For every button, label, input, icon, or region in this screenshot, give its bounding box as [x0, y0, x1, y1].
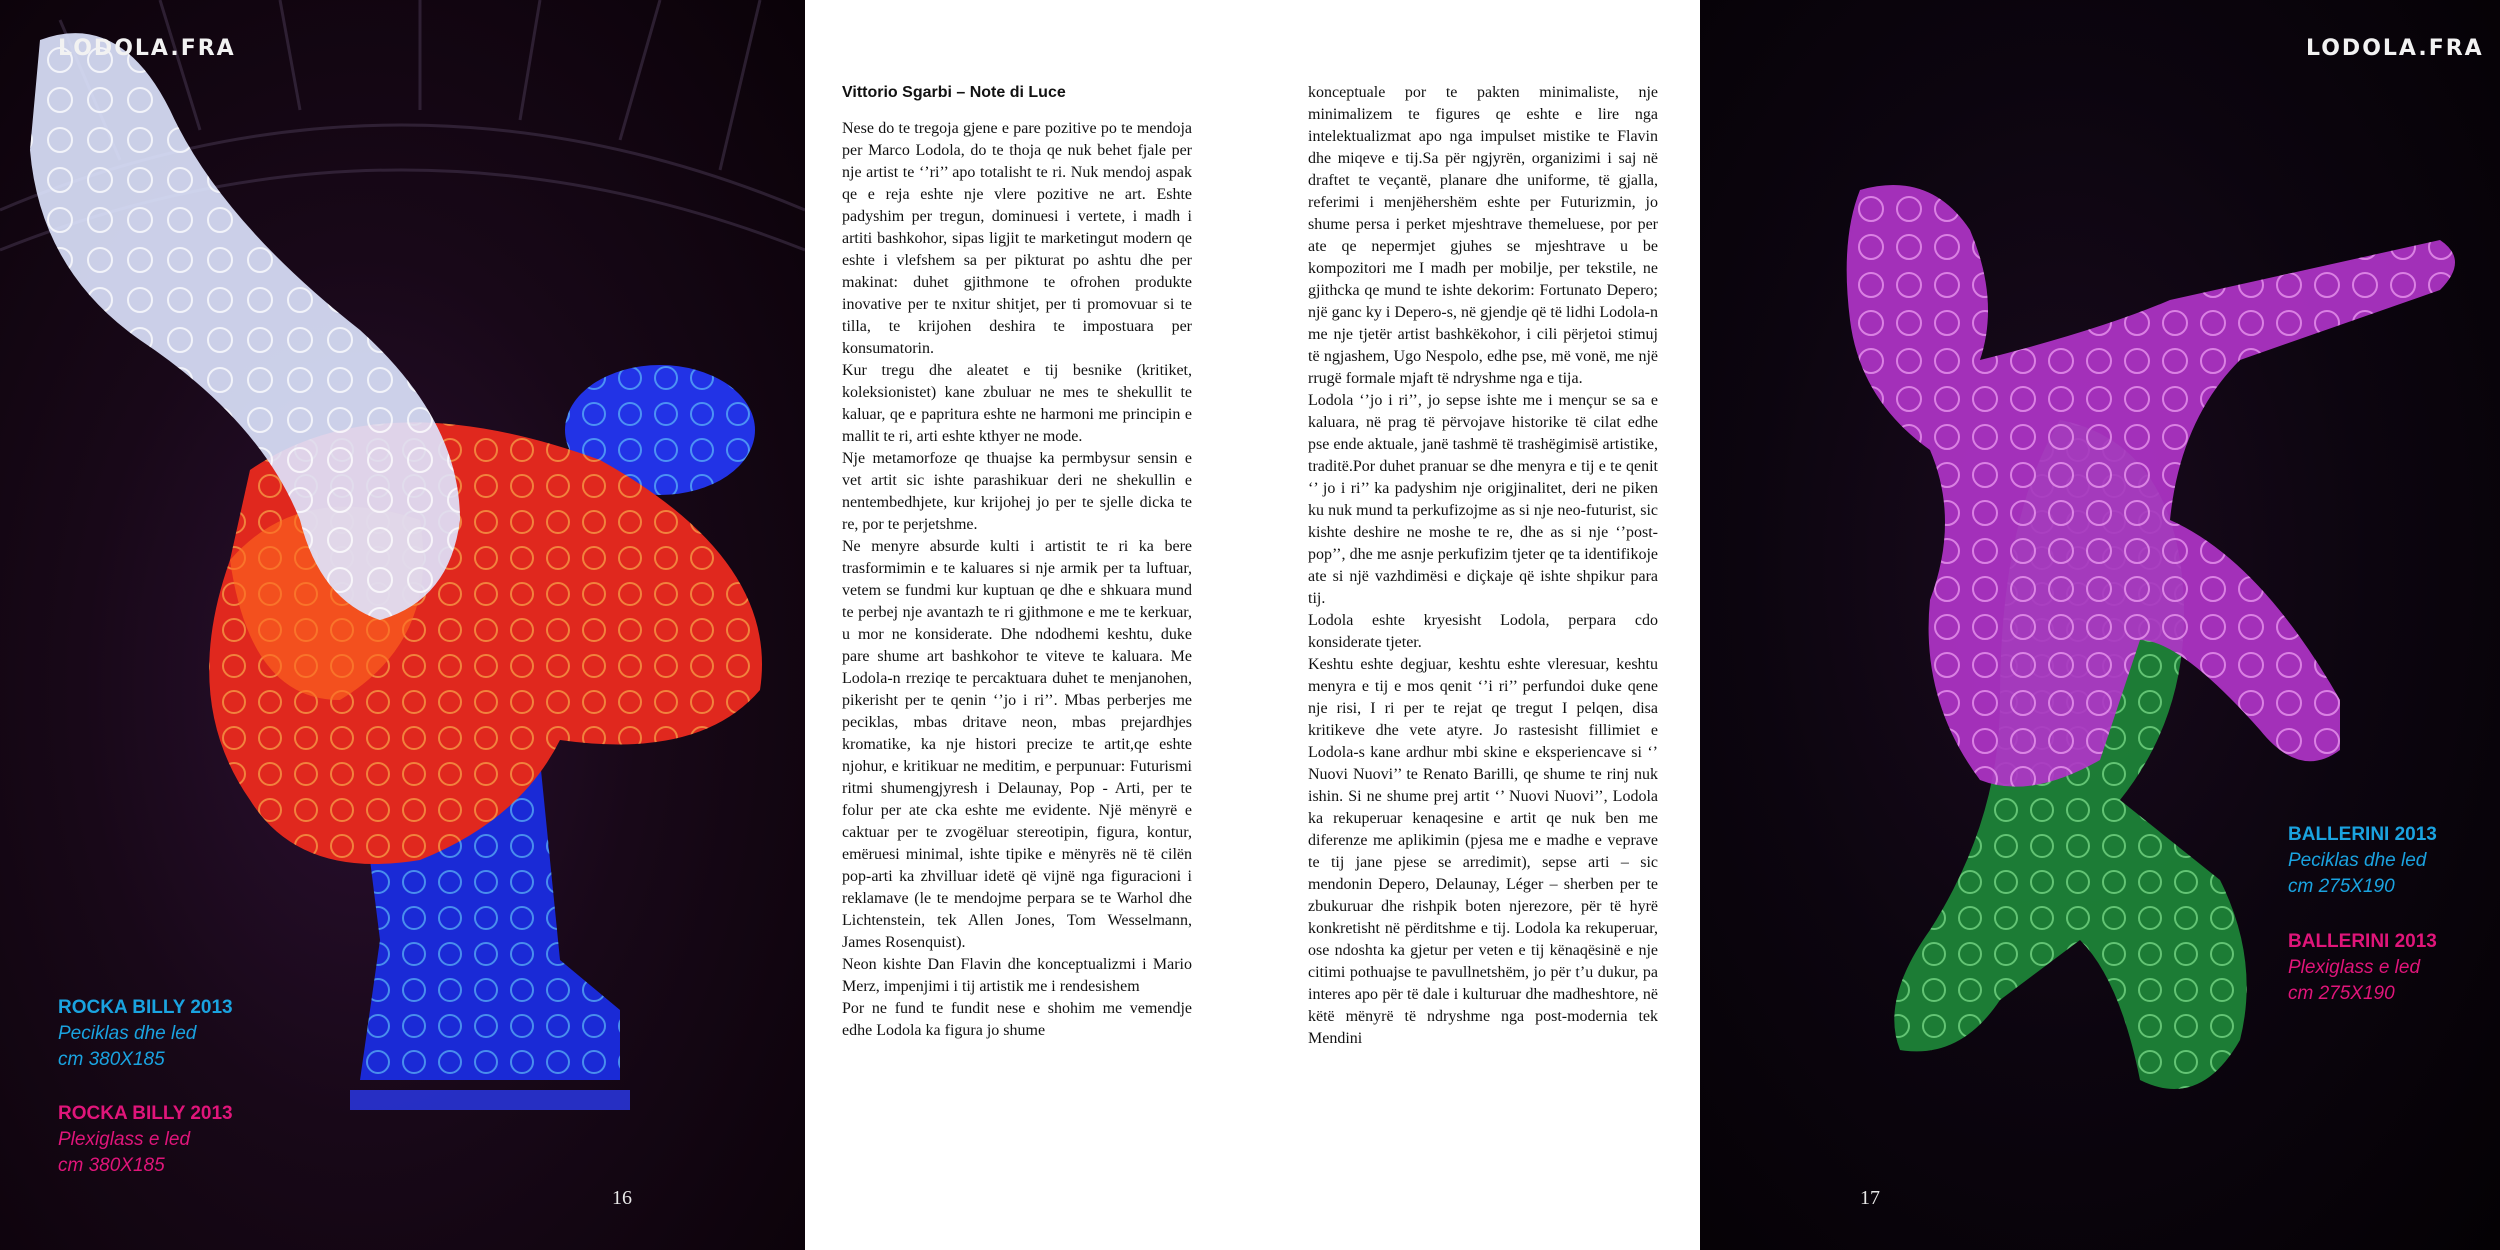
ballerini-sculpture-image: [1700, 0, 2500, 1250]
caption-dimensions: cm 275X190: [2288, 983, 2395, 1004]
article-paragraph: konceptuale por te pakten minimaliste, nje minimalizem te figures qe eshte e lire nga intelektualizmat apo nga impulset mistike te Flavin dhe miqeve e tij.Sa për ngjyrën, organizimi i saj në draftet te veçantë, planare dhe uniforme, të gjalla, referimi i menjëhershëm eshte per Futurizmin, jo shume persa i perket mjeshtrave themeluese, por per ate qe nepermjet gjuhes se mjeshtrave u be kompozitori me I madh per mobilje, per tekstile, ne gjithcka qe mund te ishte dekorim: Fortunato Depero; një ganc ky i Depero-s, në gjendje që të lidhi Lodola-n me nje tjetër artist bashkëkohor, i cili përjetoi stimuj të ngjashem, Ugo Nespolo, edhe pse, më vonë, me një rrugë formale mjaft të ndryshme nga e tija.: [1308, 84, 1658, 387]
caption-block: [58, 995, 233, 1073]
article-column-right: [1308, 82, 1658, 1050]
article-paragraph: Lodola ‘’jo i ri’’, jo sepse ishte me i mençur se sa e kaluara, në prag të përvojave historike të cilat edhe pse ende aktuale, janë tashmë të trashëgimisë artistike, traditë.Por duhet pranuar se dhe menyra e tij e te qenit ‘’ jo i ri’’ ka padyshim nje origjinalitet, deri ne piken ku nuk mund ta perkufizojme as si nje neo-futurist, sic kishte deshire ne moshe te re, dhe as si nje ‘’post-pop’’, dhe me asnje perkufizim tjeter qe ta identifikoje ate si një vazhdimësi e diçkaje që ishte shpikur para tij.: [1308, 392, 1658, 607]
caption-material: Plexiglass e led: [58, 1129, 191, 1150]
article-paragraph: Neon kishte Dan Flavin dhe konceptualizmi i Mario Merz, impenjimi i tij artistik me i rendesishem: [842, 956, 1192, 995]
brand-logo: LODOLA.FRA: [58, 36, 236, 61]
caption-title: ROCKA BILLY 2013: [58, 997, 233, 1018]
caption-material: Plexiglass e led: [2288, 957, 2421, 978]
caption-dimensions: cm 275X190: [2288, 876, 2395, 897]
caption-block: [2288, 822, 2437, 900]
brand-logo: LODOLA.FRA: [2306, 36, 2484, 61]
article-page: [805, 0, 1700, 1250]
caption-dimensions: cm 380X185: [58, 1049, 165, 1070]
right-photo-page: [1700, 0, 2500, 1250]
caption-material: Peciklas dhe led: [58, 1023, 197, 1044]
article-paragraph: Ne menyre absurde kulti i artistit te ri ka bere trasformimin e te kaluares si nje armik per ta luftuar, vetem se fundmi kur kuptuan qe dhe e shkuara mund te perbej nje avantazh te ri gjithmone e me te kerkuar, u mor ne konsiderate. Dhe ndodhemi keshtu, duke pare shume art bashkohor te viteve te kaluara. Me Lodola-n rreziqe te percaktuara duhet te menjanohen, pikerisht per te qenin ‘’jo i ri’’. Mbas perberjes me peciklas, mbas dritave neon, mbas prejardhjes kromatike, ka nje histori precize te artit,qe eshte njohur, e kritikuar ne meditim, e perpunuar: Futurismi ritmi shumengjyresh i Delaunay, Pop - Arti, per te folur per ate cka eshte me evidente. Një mënyrë e caktuar per te zvogëluar stereotipin, figura, kontur, emëruesi minimal, ishte tipike e mënyrës në të cilën pop-arti ka zhvilluar idetë që vijnë nga figuracioni i reklamave (le te mendojme perpara se te Warhol dhe Lichtenstein, tek Allen Jones, Tom Wesselmann, James Rosenquist).: [842, 538, 1192, 951]
article-paragraph: Nese do te tregoja gjene e pare pozitive po te mendoja per Marco Lodola, do te thoja qe nuk behet fjale per nje artist te ‘’ri’’ apo totalisht te ri. Nuk mendoj aspak qe e reja eshte nje vlere pozitive ne art. Eshte padyshim per tregun, dominuesi i vertete, i madh i artiti bashkohor, sipas ligjit te marketingut modern qe eshte i vlefshem sa per pikturat po ashtu dhe per makinat: duhet gjithmone te ofrohen produkte inovative per te nxitur shitjet, per ti promovuar si te tilla, te krijohen deshira te impostuara per konsumatorin.: [842, 120, 1192, 357]
article-paragraph: Nje metamorfoze qe thuajse ka permbysur sensin e vet artit sic ishte parashikuar deri ne shekullin e nentembedhjete, kur krijohej jo per te sjelle dicka te re, por te perjetshme.: [842, 450, 1192, 533]
article-paragraph: Keshtu eshte degjuar, keshtu eshte vleresuar, keshtu menyra e tij e mos qenit ‘’i ri’’ perfundoi duke qene nje risi, I ri per te rejat qe tregut I pelqen, disa kritikeve dhe vete atyre. Jo rastesisht fillimiet e Lodola-s kane ardhur mbi skine e eksperiencave si ‘’ Nuovi Nuovi’’ te Renato Barilli, qe shume te rinj nuk ishin. Si ne shume prej artit ‘’ Nuovi Nuovi’’, Lodola ka rekuperuar kenaqesine e artit qe nuk ben me diferenze me aplikimin (pjesa me e madhe e veprave te tij jane pjese se arredimit), sepse arti – sic mendonin Depero, Delaunay, Léger – sherben per te zbukuruar dhe rishpik boten njerezore, për të hyrë konkretisht në përditshme e tij. Lodola ka rekuperuar, ose ndoshta ka gjetur per veten e tij kënaqësinë e nje citimi pothuajse te pavullnetshëm, jo për t’u dukur, pa interes apo për të dale i kulturuar dhe madheshtore, në këtë mënyrë të ndryshme nga post-modernia tek Mendini: [1308, 656, 1658, 1047]
caption-block: [2288, 929, 2437, 1007]
article-title: Vittorio Sgarbi – Note di Luce: [842, 84, 1066, 101]
article-paragraph: Kur tregu dhe aleatet e tij besnike (kritiket, koleksionistet) kane zbuluar ne mes te shekullit te kaluar, qe e papritura eshte ne harmoni me principin e mallit te ri, arti eshte kthyer ne mode.: [842, 362, 1192, 445]
article-paragraph: Lodola eshte kryesisht Lodola, perpara cdo konsiderate tjeter.: [1308, 612, 1658, 651]
article-column-left: [842, 82, 1192, 1042]
caption-title: ROCKA BILLY 2013: [58, 1103, 233, 1124]
caption-dimensions: cm 380X185: [58, 1155, 165, 1176]
left-photo-page: [0, 0, 805, 1250]
page-number: 17: [1860, 1187, 1880, 1209]
caption-title: BALLERINI 2013: [2288, 824, 2437, 845]
caption-block: [58, 1101, 233, 1179]
caption-title: BALLERINI 2013: [2288, 931, 2437, 952]
caption-material: Peciklas dhe led: [2288, 850, 2427, 871]
article-paragraph: Por ne fund te fundit nese e shohim me vemendje edhe Lodola ka figura jo shume: [842, 1000, 1192, 1039]
page-number: 16: [612, 1187, 632, 1209]
